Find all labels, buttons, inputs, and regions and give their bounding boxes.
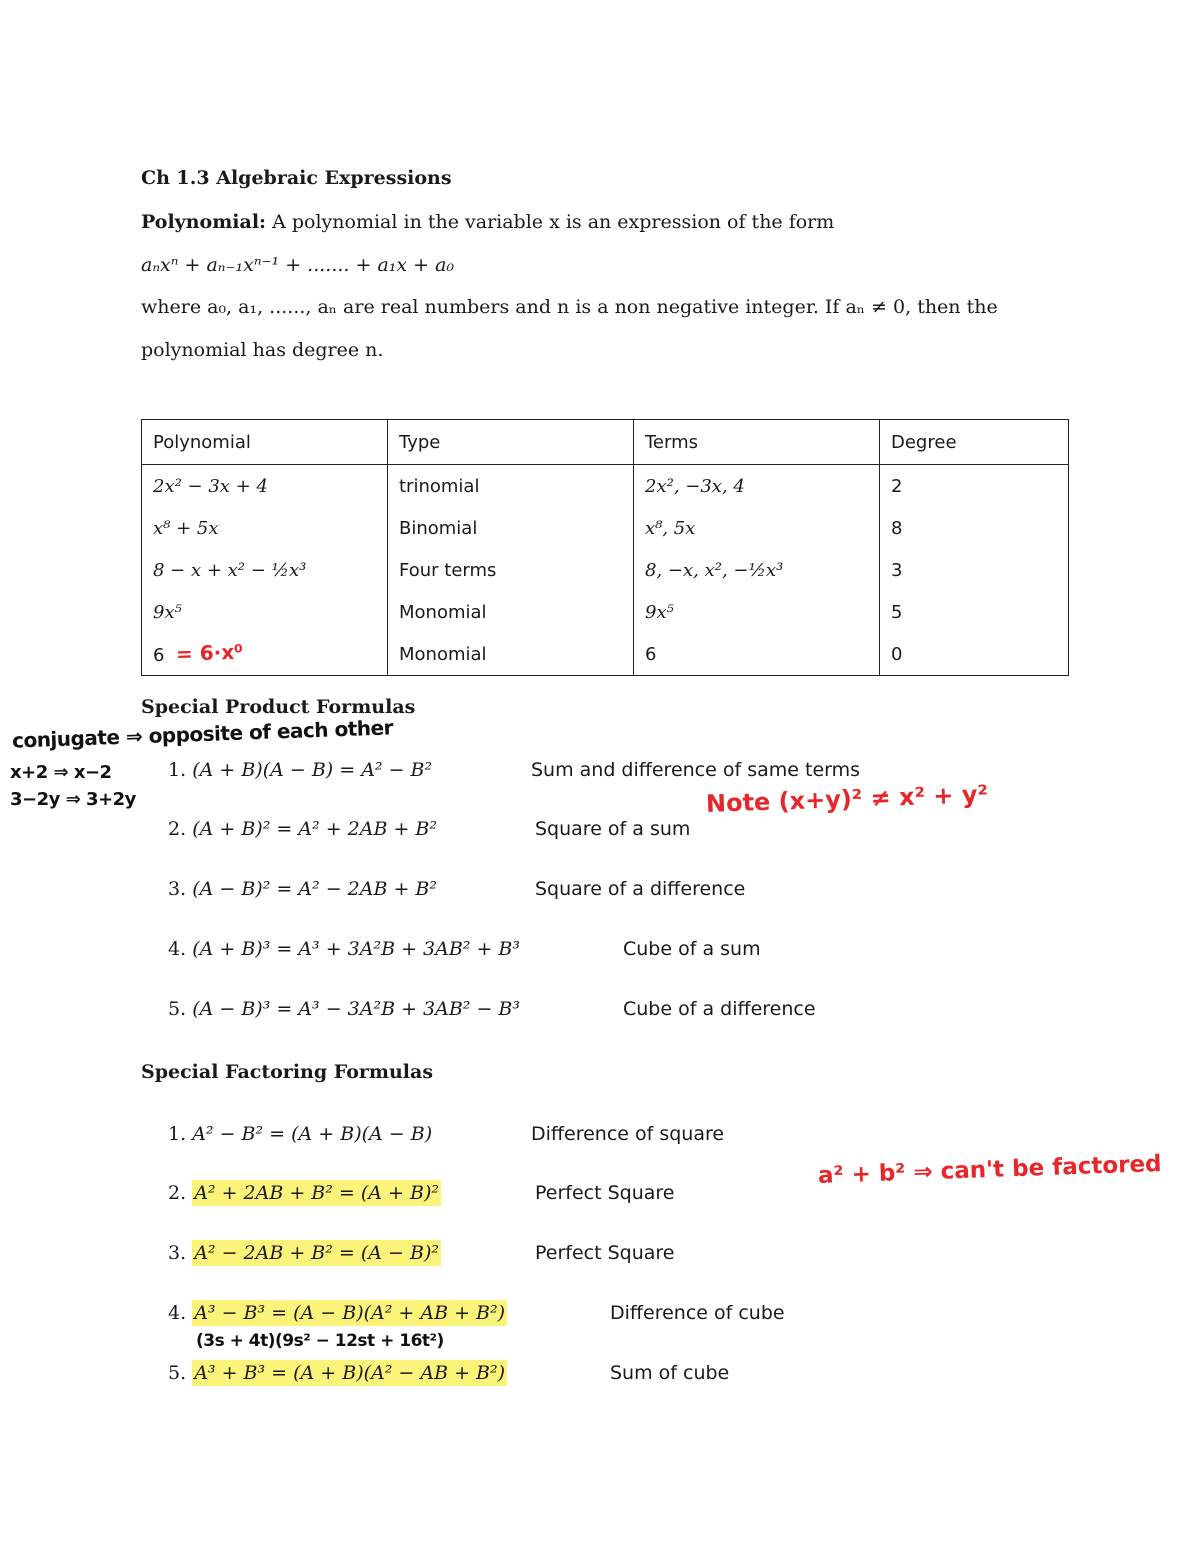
factoring-formula-highlighted: A² + 2AB + B² = (A + B)² <box>194 1182 439 1204</box>
factoring-item-2 <box>168 1182 441 1204</box>
table-header-row <box>142 420 1069 465</box>
cell-polynomial-value: 6 <box>153 645 165 666</box>
product-heading: Special Product Formulas <box>141 696 416 718</box>
handwritten-conjugate-example-1: x+2 ⇒ x−2 <box>10 762 112 783</box>
cell-degree: 0 <box>880 633 1069 676</box>
handwritten-conjugate-example-2: 3−2y ⇒ 3+2y <box>10 789 136 810</box>
handwritten-conjugate-note: conjugate ⇒ opposite of each other <box>11 715 394 753</box>
item-number: 5. <box>168 998 187 1020</box>
cell-terms: 9x⁵ <box>634 591 880 633</box>
cell-polynomial: 8 − x + x² − ½x³ <box>142 549 388 591</box>
factoring-desc: Perfect Square <box>535 1182 675 1204</box>
definition-line-3: polynomial has degree n. <box>141 339 384 361</box>
handwritten-cube-example: (3s + 4t)(9s² − 12st + 16t²) <box>196 1331 444 1351</box>
cell-terms: x⁸, 5x <box>634 507 880 549</box>
cell-type: Binomial <box>388 507 634 549</box>
item-number: 2. <box>168 818 187 840</box>
factoring-formula-highlighted: A³ + B³ = (A + B)(A² − AB + B²) <box>194 1362 506 1384</box>
product-formula: (A + B)(A − B) = A² − B² <box>192 759 433 781</box>
product-desc: Sum and difference of same terms <box>531 759 861 781</box>
cell-polynomial: 9x⁵ <box>142 591 388 633</box>
cell-degree: 8 <box>880 507 1069 549</box>
item-number: 4. <box>168 938 187 960</box>
item-number: 1. <box>168 759 187 781</box>
item-number: 4. <box>168 1302 187 1324</box>
factoring-formula-highlighted: A² − 2AB + B² = (A − B)² <box>194 1242 439 1264</box>
cell-polynomial <box>142 633 388 676</box>
handwritten-cant-factor-note: a² + b² ⇒ can't be factored <box>817 1151 1162 1189</box>
header-type: Type <box>388 420 634 465</box>
header-degree: Degree <box>880 420 1069 465</box>
page-title: Ch 1.3 Algebraic Expressions <box>141 167 452 189</box>
product-item-2 <box>168 818 437 840</box>
factoring-formula-highlighted: A³ − B³ = (A − B)(A² + AB + B²) <box>194 1302 506 1324</box>
cell-type: Monomial <box>388 633 634 676</box>
factoring-item-1 <box>168 1123 432 1145</box>
product-formula: (A − B)³ = A³ − 3A²B + 3AB² − B³ <box>192 998 521 1020</box>
factoring-desc: Sum of cube <box>610 1362 730 1384</box>
table-row <box>142 591 1069 633</box>
factoring-item-3 <box>168 1242 441 1264</box>
header-terms: Terms <box>634 420 880 465</box>
product-formula: (A + B)³ = A³ + 3A²B + 3AB² + B³ <box>192 938 521 960</box>
product-item-5 <box>168 998 520 1020</box>
product-desc: Square of a difference <box>535 878 746 900</box>
cell-type: Four terms <box>388 549 634 591</box>
factoring-item-5 <box>168 1362 507 1384</box>
cell-terms: 2x², −3x, 4 <box>634 465 880 508</box>
cell-degree: 3 <box>880 549 1069 591</box>
cell-degree: 5 <box>880 591 1069 633</box>
factoring-formula: A² − B² = (A + B)(A − B) <box>192 1123 433 1145</box>
product-desc: Cube of a sum <box>623 938 761 960</box>
definition-line-2: where a₀, a₁, ......, aₙ are real numbers and n is a non negative integer. If aₙ ≠ 0, then the <box>141 296 998 318</box>
product-item-1 <box>168 759 432 781</box>
factoring-desc: Difference of cube <box>610 1302 785 1324</box>
cell-terms: 6 <box>634 633 880 676</box>
item-number: 3. <box>168 878 187 900</box>
product-item-3 <box>168 878 437 900</box>
product-desc: Square of a sum <box>535 818 691 840</box>
factoring-desc: Perfect Square <box>535 1242 675 1264</box>
table-row <box>142 465 1069 508</box>
item-number: 5. <box>168 1362 187 1384</box>
table-row <box>142 507 1069 549</box>
definition-term: Polynomial: <box>141 211 267 233</box>
item-number: 1. <box>168 1123 187 1145</box>
cell-degree: 2 <box>880 465 1069 508</box>
product-desc: Cube of a difference <box>623 998 816 1020</box>
polynomial-table <box>141 419 1069 676</box>
product-formula: (A + B)² = A² + 2AB + B² <box>192 818 437 840</box>
item-number: 2. <box>168 1182 187 1204</box>
cell-type: trinomial <box>388 465 634 508</box>
table-row <box>142 549 1069 591</box>
header-polynomial: Polynomial <box>142 420 388 465</box>
table-row <box>142 633 1069 676</box>
product-item-4 <box>168 938 520 960</box>
polynomial-general-form: aₙxⁿ + aₙ₋₁xⁿ⁻¹ + ....... + a₁x + a₀ <box>141 254 455 276</box>
factoring-heading: Special Factoring Formulas <box>141 1061 434 1083</box>
handwritten-square-note: Note (x+y)² ≠ x² + y² <box>705 780 989 818</box>
definition-line <box>141 211 834 233</box>
cell-polynomial: 2x² − 3x + 4 <box>142 465 388 508</box>
handwritten-zero-power-note: = 6·x⁰ <box>175 639 244 666</box>
product-formula: (A − B)² = A² − 2AB + B² <box>192 878 437 900</box>
cell-terms: 8, −x, x², −½x³ <box>634 549 880 591</box>
definition-text: A polynomial in the variable x is an expression of the form <box>272 211 835 233</box>
factoring-item-4 <box>168 1302 507 1324</box>
cell-polynomial: x⁸ + 5x <box>142 507 388 549</box>
item-number: 3. <box>168 1242 187 1264</box>
cell-type: Monomial <box>388 591 634 633</box>
factoring-desc: Difference of square <box>531 1123 725 1145</box>
